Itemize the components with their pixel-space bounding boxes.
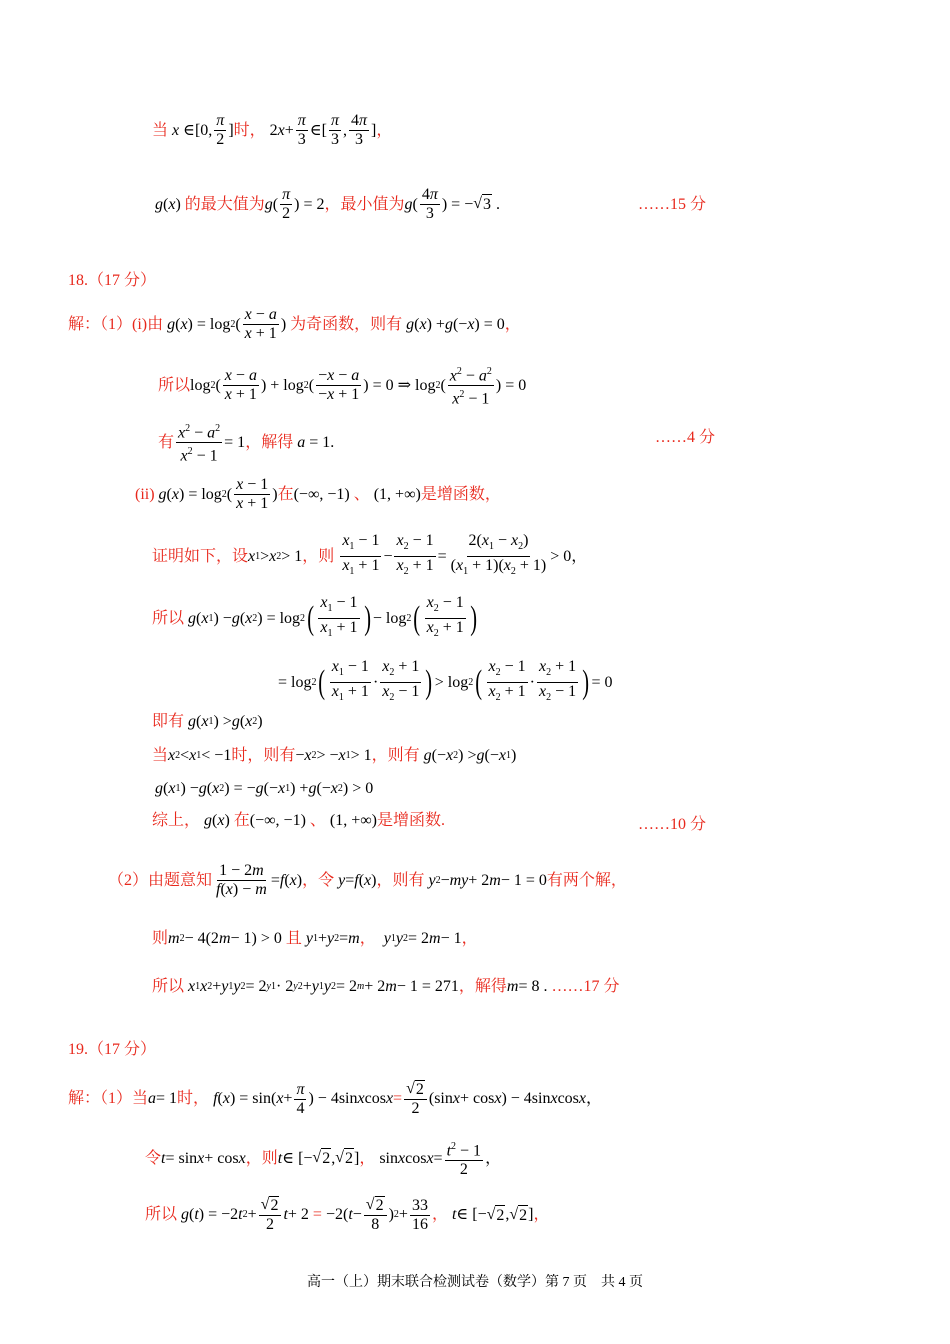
- s18-line-1: 解：（1）(i)由 g ( x ) = log 2 ( $\frac{x - a}{x + 1}$ ) 为奇函数，则有 g ( x ) + g (− x ) = 0 ，: [68, 306, 521, 342]
- page-footer: 高一（上）期末联合检测试卷（数学）第 7 页 共 4 页: [307, 1275, 643, 1290]
- s18-line-3: 有 $\frac{x^2 - a^2}{x^2 - 1}$ = 1 ，解得 a = 1 .: [158, 420, 334, 466]
- s18-line-10: g ( x 1 ) − g ( x 2 ) = − g (− x 1 ) + g (− x 2 ) > 0: [155, 780, 374, 797]
- line-x-range: 当 x ∈[0, $\frac{\pi}{2}$ ] 时， 2 x + $\frac{\pi}{3}$ ∈[ $\frac{\pi}{3}$ , $\frac{4\pi}{3}$ ] ，: [152, 112, 393, 148]
- s18-p2-line-1: （2）由题意知 $\frac{1 - 2m}{f(x) - m}$ = f ( x ) ，令 y = f ( x ) ，则有 y 2 − my + 2 m − 1 = 0 有两个解，: [108, 862, 627, 898]
- s18-line-6: 所以 g ( x 1 ) − g ( x 2 ) = log 2 ( $\frac{x_1 - 1}{x_1 + 1}$ ) − log 2 ( $\frac{x_2 - 1}{x_2 + 1}$ ): [152, 594, 477, 640]
- s19-line-2: 令 t = sin x + cos x ，则 t ∈ [− √ 2 , √ 2 ] ， sin x cos x = $\frac{t^2 - 1}{2}$ ，: [145, 1138, 501, 1179]
- s18-line-4: (ii) g ( x ) = log 2 ( $\frac{x - 1}{x + 1}$ ) 在 (−∞, −1) 、 (1, +∞) 是增函数，: [135, 476, 501, 512]
- score-10: ……10 分: [638, 816, 707, 833]
- s19-line-1: 解：（1）当 a = 1 时， f ( x ) = sin( x + $\frac{\pi}{4}$ ) − 4sin x cos x = √ 2 2 (sin x + cos x ) − 4sin x cos x ，: [68, 1080, 603, 1117]
- s18-line-2: 所以 log 2 ( $\frac{x - a}{x + 1}$ ) + log 2 ( $\frac{-x - a}{-x + 1}$ ) = 0 ⇒ log 2 ( $\frac{x^2 - a^2}{x^2 - 1}$ ) = 0: [158, 363, 526, 409]
- section-19-title: 19.（17 分）: [68, 1041, 157, 1058]
- s18-p2-line-2: 则 m 2 − 4(2 m − 1) > 0 且 y 1 + y 2 = m ， y 1 y 2 = 2 m − 1 ，: [152, 930, 478, 947]
- line-g-extremes: g ( x ) 的最大值为 g ( $\frac{\pi}{2}$ ) = 2 ，最小值为 g ( $\frac{4\pi}{3}$ ) = − √ 3 .: [155, 186, 500, 222]
- section-18-title: 18.（17 分）: [68, 272, 157, 289]
- s19-line-3: 所以 g ( t ) = −2 t 2 + √ 2 2 t + 2 = −2( t − √ 2 8 ) 2 + $\frac{33}{16}$ ， t ∈ [− √ 2 , √ 2 ] ，: [145, 1196, 550, 1233]
- s18-line-7: = log 2 ( $\frac{x_1 - 1}{x_1 + 1}$ · $\frac{x_2 + 1}{x_2 - 1}$ ) > log 2 ( $\frac{x_2 - 1}{x_2 + 1}$ · $\frac{x_2 + 1}{x_2 - 1}$ ) = 0: [278, 658, 613, 704]
- score-17: ……17 分: [551, 978, 620, 995]
- s18-line-5: 证明如下，设 x 1 > x 2 > 1 ，则 $\frac{x_1 - 1}{x_1 + 1}$ − $\frac{x_2 - 1}{x_2 + 1}$ = $\frac{2(x_1 - x_2)}{(x_1 + 1)(x_2 + 1)}$ > 0 ，: [152, 532, 588, 578]
- score-15: ……15 分: [638, 196, 707, 213]
- s18-line-11: 综上， g ( x ) 在 (−∞, −1) 、 (1, +∞) 是增函数.: [152, 812, 446, 829]
- s18-p2-line-3: 所以 x 1 x 2 + y 1 y 2 = 2 y1 · 2 y2 + y 1 y 2 = 2 m + 2 m − 1 = 271 ，解得 m = 8 . ……17 分: [152, 978, 620, 995]
- score-4: ……4 分: [655, 429, 716, 446]
- s18-line-9: 当 x 2 < x 1 < −1 时，则有 − x 2 > − x 1 > 1 ，则有 g (− x 2 ) > g (− x 1 ): [152, 747, 517, 764]
- s18-line-8: 即有 g ( x 1 ) > g ( x 2 ): [152, 713, 263, 730]
